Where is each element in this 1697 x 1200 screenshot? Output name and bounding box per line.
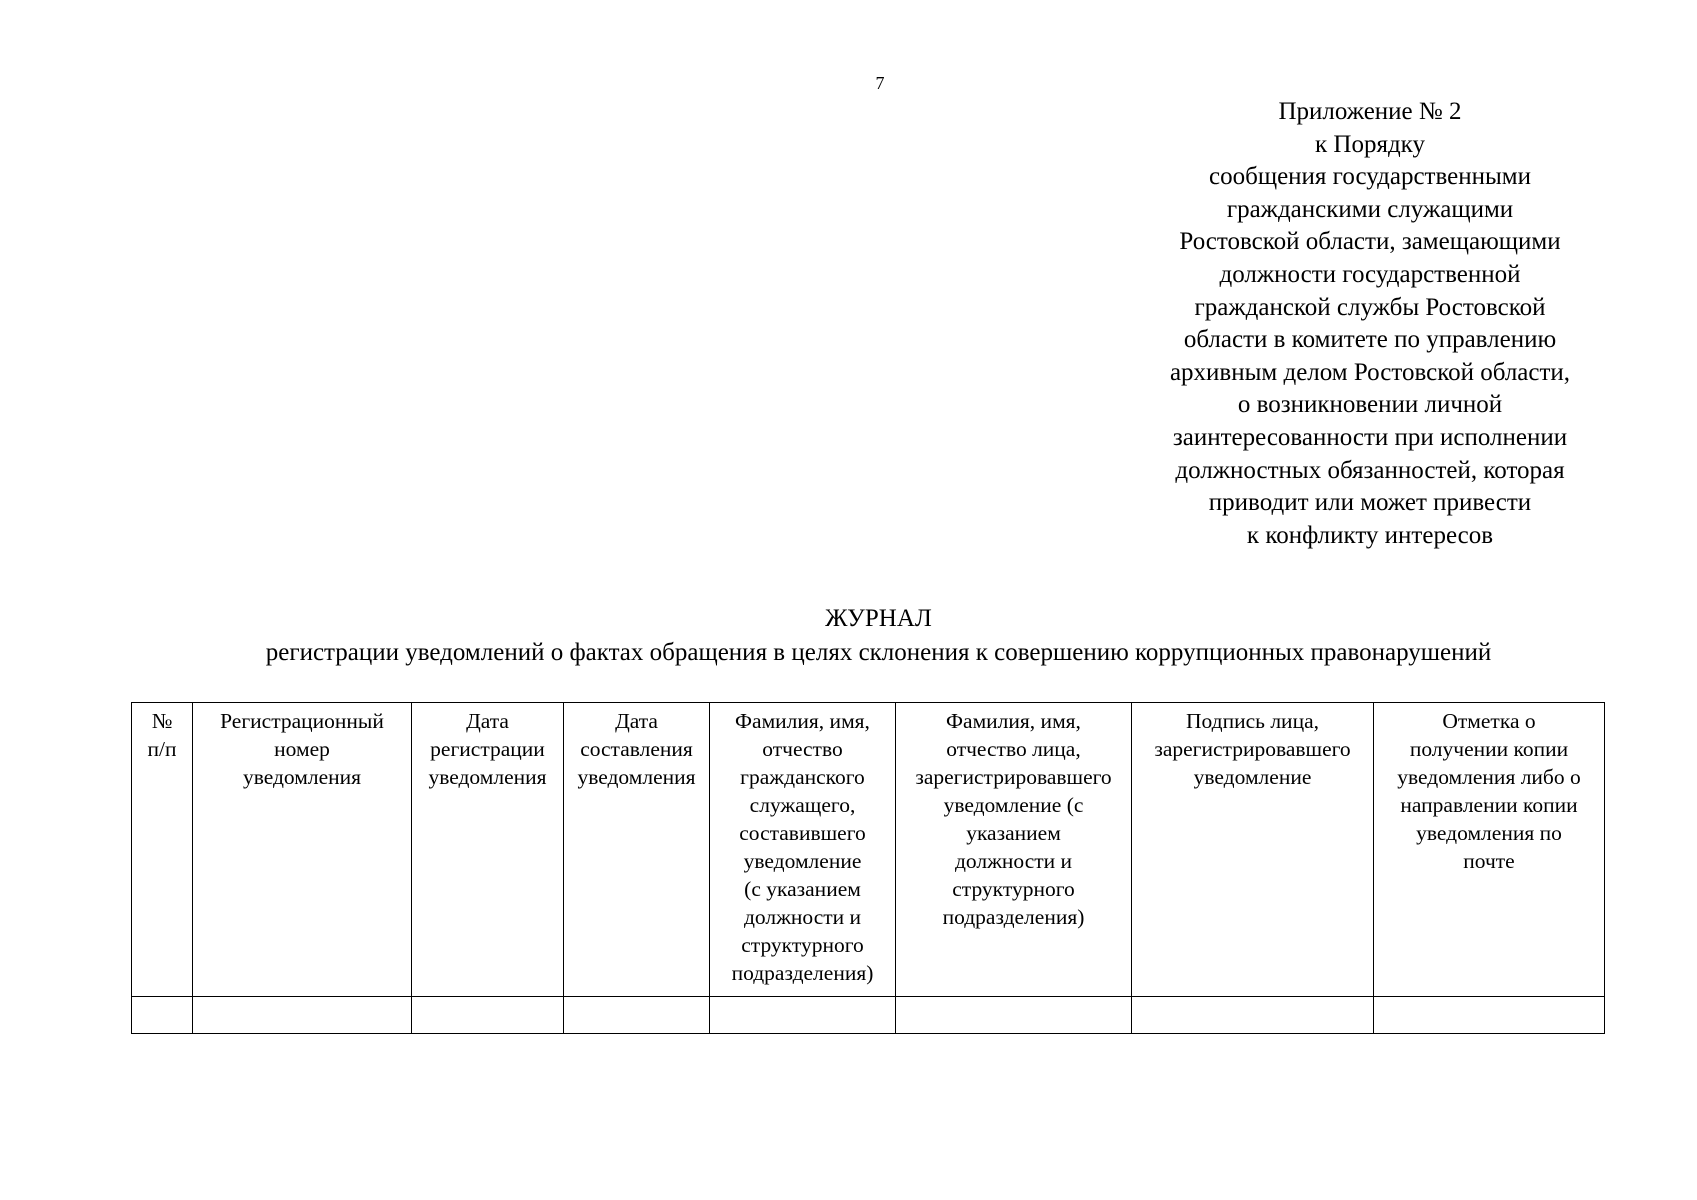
appendix-line: должностных обязанностей, которая bbox=[1175, 456, 1565, 484]
table-row bbox=[132, 997, 1605, 1034]
header-registrar-name: Фамилия, имя, отчество лица, зарегистрировавшего уведомление (с указанием должности и структурного подразделения) bbox=[896, 703, 1132, 997]
header-registration-date: Дата регистрации уведомления bbox=[412, 703, 564, 997]
header-registrar-signature: Подпись лица, зарегистрировавшего уведомление bbox=[1132, 703, 1374, 997]
appendix-line: Приложение № 2 bbox=[1278, 98, 1462, 125]
table-cell bbox=[896, 997, 1132, 1034]
table-header-row bbox=[132, 703, 1605, 997]
table-cell bbox=[132, 997, 193, 1034]
table-cell bbox=[1374, 997, 1605, 1034]
appendix-line: заинтересованности при исполнении bbox=[1172, 423, 1568, 451]
page-number: 7 bbox=[875, 73, 885, 93]
header-registration-number: Регистрационный номер уведомления bbox=[193, 703, 412, 997]
header-compilation-date: Дата составления уведомления bbox=[564, 703, 710, 997]
table-cell bbox=[193, 997, 412, 1034]
appendix-line: должности государственной bbox=[1219, 260, 1521, 288]
header-number: № п/п bbox=[132, 703, 193, 997]
appendix-line: архивным делом Ростовской области, bbox=[1169, 358, 1571, 386]
appendix-line: Ростовской области, замещающими bbox=[1179, 228, 1561, 256]
table-cell bbox=[1132, 997, 1374, 1034]
journal-title: ЖУРНАЛ bbox=[825, 605, 932, 632]
journal-subtitle: регистрации уведомлений о фактах обращения в целях склонения к совершению коррупционных правонарушений bbox=[265, 639, 1492, 666]
table-cell bbox=[710, 997, 896, 1034]
appendix-line: сообщения государственными bbox=[1209, 163, 1531, 191]
header-author-name: Фамилия, имя, отчество гражданского служащего, составившего уведомление (с указанием должности и структурного подразделения) bbox=[710, 703, 896, 997]
register-table bbox=[131, 702, 1605, 1034]
appendix-line: гражданской службы Ростовской bbox=[1194, 293, 1546, 321]
appendix-line: гражданскими служащими bbox=[1226, 195, 1514, 223]
header-copy-mark: Отметка о получении копии уведомления либо о направлении копии уведомления по почте bbox=[1374, 703, 1605, 997]
appendix-line: области в комитете по управлению bbox=[1183, 326, 1557, 354]
table-cell bbox=[564, 997, 710, 1034]
appendix-line: к конфликту интересов bbox=[1246, 521, 1494, 549]
table-cell bbox=[412, 997, 564, 1034]
appendix-line: о возникновении личной bbox=[1237, 391, 1503, 419]
appendix-line: приводит или может привести bbox=[1208, 489, 1532, 517]
appendix-block bbox=[1110, 96, 1630, 552]
appendix-line: к Порядку bbox=[1315, 130, 1425, 158]
